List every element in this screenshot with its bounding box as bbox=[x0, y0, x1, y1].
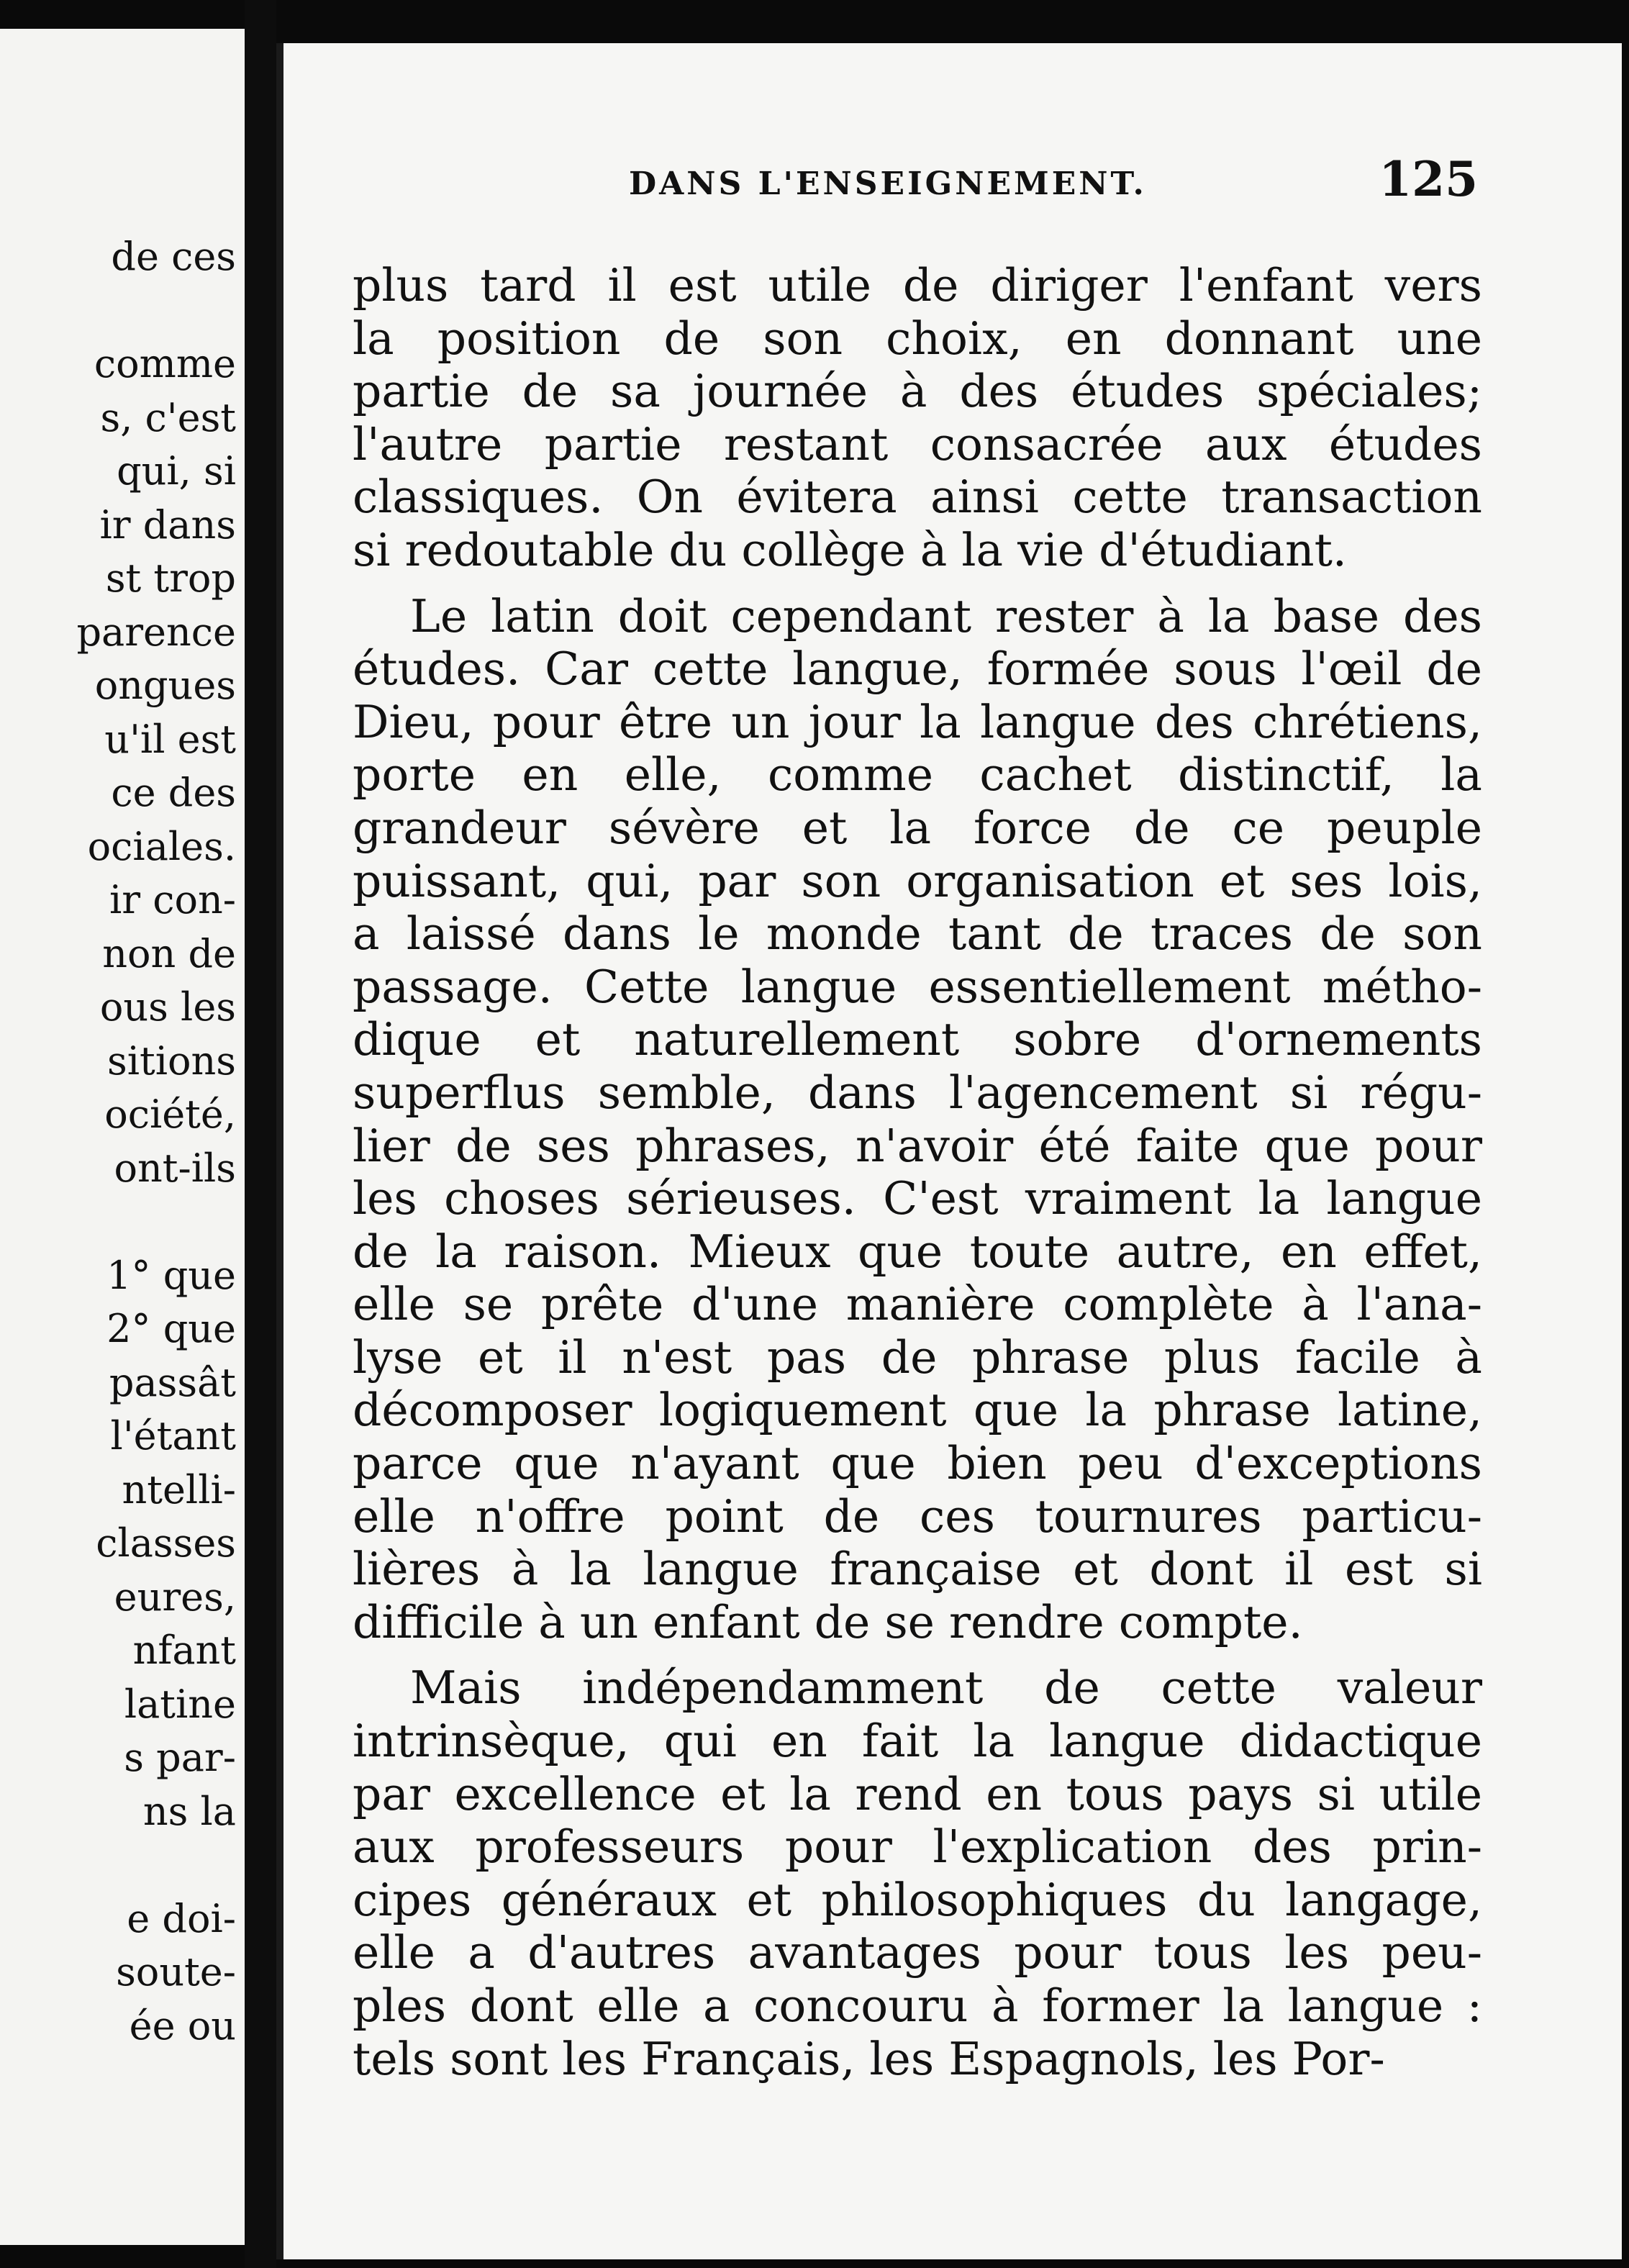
left-page-line: ce des bbox=[111, 770, 236, 815]
right-page bbox=[276, 43, 1622, 2259]
left-page-line: ont-ils bbox=[114, 1145, 236, 1191]
text-line: lier de ses phrases, n'avoir été faite que pour bbox=[353, 1119, 1482, 1172]
text-line: difficile à un enfant de se rendre compte. bbox=[353, 1595, 1303, 1648]
left-page-line: l'étant bbox=[110, 1413, 236, 1459]
left-page-line: e doi- bbox=[127, 1895, 236, 1941]
text-line: lières à la langue française et dont il est si bbox=[353, 1543, 1482, 1596]
text-line: puissant, qui, par son organisation et ses lois, bbox=[353, 854, 1482, 907]
text-line: ples dont elle a concouru à former la langue : bbox=[353, 1979, 1482, 2032]
text-line: cipes généraux et philosophiques du langage, bbox=[353, 1873, 1482, 1926]
paragraph bbox=[353, 590, 1482, 1649]
text-line: classiques. On évitera ainsi cette transaction bbox=[353, 471, 1482, 524]
left-page-line: st trop bbox=[105, 555, 236, 601]
left-page-line: soute- bbox=[116, 1949, 236, 1995]
left-page-line: ée ou bbox=[129, 2002, 236, 2049]
left-page-fragment bbox=[0, 29, 245, 2245]
text-line: par excellence et la rend en tous pays si utile bbox=[353, 1767, 1482, 1820]
left-page-line: ntelli- bbox=[122, 1466, 236, 1512]
left-page-line: u'il est bbox=[104, 716, 236, 762]
left-page-line: qui, si bbox=[117, 448, 236, 494]
left-page-line: classes bbox=[96, 1520, 236, 1566]
text-line: a laissé dans le monde tant de traces de son bbox=[353, 907, 1482, 961]
left-page-line: ongues bbox=[94, 663, 236, 708]
running-head: DANS L'ENSEIGNEMENT. bbox=[629, 165, 1147, 202]
left-page-line: non de bbox=[102, 930, 236, 976]
left-page-line: eures, bbox=[114, 1574, 236, 1620]
left-page-line: ociales. bbox=[87, 823, 236, 869]
left-page-line: s par- bbox=[124, 1735, 236, 1780]
text-line: dique et naturellement sobre d'ornements bbox=[353, 1013, 1482, 1066]
text-line: parce que n'ayant que bien peu d'exceptions bbox=[353, 1437, 1482, 1490]
text-line: l'autre partie restant consacrée aux études bbox=[353, 417, 1482, 471]
text-line: les choses sérieuses. C'est vraiment la langue bbox=[353, 1172, 1482, 1225]
text-line: passage. Cette langue essentiellement métho- bbox=[353, 960, 1482, 1013]
left-page-line: nfant bbox=[132, 1628, 236, 1673]
text-line: superflus semble, dans l'agencement si régu- bbox=[353, 1066, 1482, 1119]
left-page-line: s, c'est bbox=[100, 394, 236, 440]
left-page-line: comme bbox=[94, 341, 236, 386]
left-page-line: ous les bbox=[99, 984, 236, 1030]
text-line: porte en elle, comme cachet distinctif, la bbox=[353, 748, 1482, 802]
text-line: intrinsèque, qui en fait la langue didactique bbox=[353, 1715, 1482, 1768]
left-page-line: 2° que bbox=[106, 1306, 236, 1351]
text-line: elle se prête d'une manière complète à l'ana- bbox=[353, 1278, 1482, 1331]
left-page-line: ns la bbox=[142, 1788, 236, 1834]
text-line: grandeur sévère et la force de ce peuple bbox=[353, 801, 1482, 854]
text-line: partie de sa journée à des études spéciales; bbox=[353, 365, 1482, 418]
text-line: Mais indépendamment de cette valeur bbox=[410, 1661, 1482, 1715]
text-line: aux professeurs pour l'explication des prin- bbox=[353, 1820, 1482, 1874]
text-line: elle a d'autres avantages pour tous les peu- bbox=[353, 1926, 1482, 1979]
left-page-line: passât bbox=[109, 1359, 236, 1405]
text-line: Dieu, pour être un jour la langue des chrétiens, bbox=[353, 695, 1482, 748]
text-line: Le latin doit cependant rester à la base des bbox=[410, 589, 1482, 643]
text-line: plus tard il est utile de diriger l'enfant vers bbox=[353, 259, 1482, 312]
book-gutter bbox=[245, 0, 276, 2268]
paragraph bbox=[353, 259, 1482, 577]
left-page-line: 1° que bbox=[106, 1252, 236, 1298]
text-line: études. Car cette langue, formée sous l'œil de bbox=[353, 643, 1482, 696]
left-page-line: sitions bbox=[107, 1038, 236, 1084]
body-text bbox=[353, 259, 1482, 2085]
left-page-line: latine bbox=[124, 1681, 236, 1727]
text-line: lyse et il n'est pas de phrase plus facile à bbox=[353, 1330, 1482, 1384]
left-page-line: de ces bbox=[111, 234, 236, 279]
left-page-line: ociété, bbox=[104, 1092, 236, 1137]
left-page-line: parence bbox=[76, 609, 236, 655]
text-line: de la raison. Mieux que toute autre, en effet, bbox=[353, 1225, 1482, 1278]
paragraph bbox=[353, 1661, 1482, 2085]
text-line: tels sont les Français, les Espagnols, les Por- bbox=[353, 2032, 1385, 2085]
text-line: elle n'offre point de ces tournures particu- bbox=[353, 1489, 1482, 1543]
left-page-line: ir con- bbox=[109, 877, 236, 922]
text-line: la position de son choix, en donnant une bbox=[353, 312, 1482, 365]
text-line: si redoutable du collège à la vie d'étudiant. bbox=[353, 523, 1347, 576]
page-number: 125 bbox=[1379, 151, 1478, 207]
text-line: décomposer logiquement que la phrase latine, bbox=[353, 1384, 1482, 1437]
left-page-line: ir dans bbox=[99, 502, 236, 548]
